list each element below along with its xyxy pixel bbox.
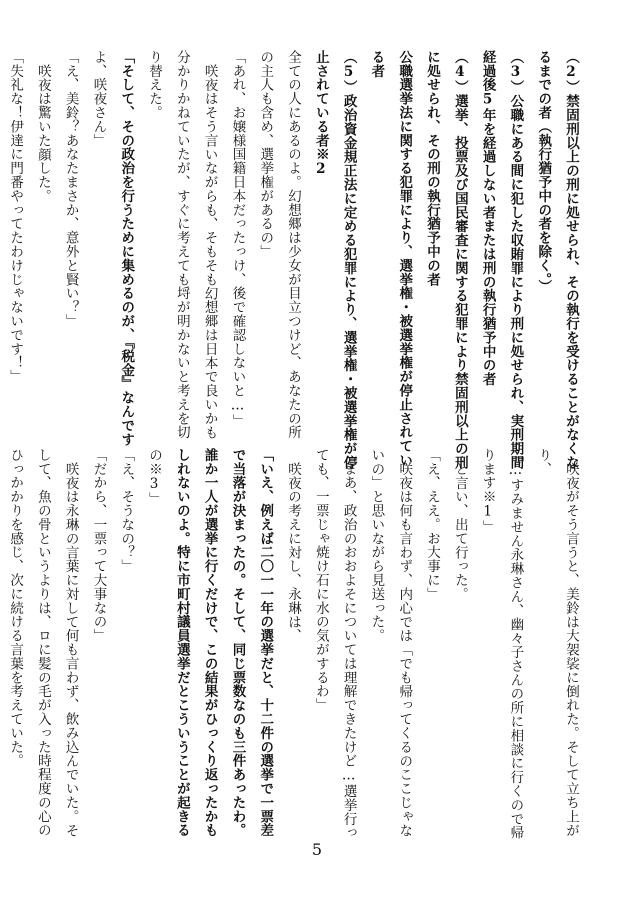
bottom-text-line: 咲夜は永琳の言葉に対して何も言わず、飲み込んでいた。そ (62, 461, 79, 837)
top-text-line: 全ての人にあるのよ。幻想郷は少女が目立つけど、あなたの所 (285, 50, 302, 440)
top-text-line: 「失礼な！伊達に門番やってたわけじゃないです！」 (7, 50, 24, 384)
bottom-text-line: で当落が決まったの。そして、同じ票数なのも三件あったわ。 (229, 448, 246, 838)
bottom-text-line: して、魚の骨というよりは、ロに髪の毛が入った時程度の心の (34, 448, 51, 838)
top-text-line: 経過後5年を経過しない者または刑の執行猶予中の者 (479, 50, 496, 387)
bottom-text-line: いの」と思いながら見送った。 (368, 448, 385, 643)
bottom-text-block (7, 448, 584, 840)
bottom-text-line: 誰か一人が選挙に行くだけで、この結果がひっくり返ったかも (201, 448, 218, 838)
top-text-line: に処せられ、その刑の執行猶予中の者 (424, 50, 441, 287)
top-text-line: （5）政治資金規正法に定める犯罪により、選挙権・被選挙権が停 (340, 50, 357, 470)
bottom-text-line: 「…すみません永琳さん、幽々子さんの所に相談に行くので帰 (507, 448, 524, 840)
bottom-text-line: しれないのよ。特に市町村議員選挙だとこういうことが起きる (173, 448, 190, 838)
top-text-line: 公職選挙法に関する犯罪により、選挙権・被選挙権が停止されてい (396, 50, 413, 467)
top-text-line: 「あれ、お嬢様国籍日本だったっけ、後で確認しないと…」 (229, 50, 246, 428)
bottom-text-line: の※3」 (146, 448, 163, 507)
top-text-line: 「そして、その政治を行うために集めるのが、『税金』なんです (118, 50, 135, 447)
top-text-line: 「え、美鈴？あなたまさか、意外と賢い？」 (62, 50, 79, 328)
top-text-line: の主人も含め、選挙権があるの」 (257, 50, 274, 259)
bottom-text-line: 「まあ、政治のおおよそについては理解できたけど…選挙行っ (340, 448, 357, 840)
bottom-text-line: と言い、出て行った。 (451, 461, 468, 601)
top-text-line: （2）禁固刑以上の刑に処せられ、その執行を受けることがなくな (563, 50, 579, 470)
bottom-text-line: 「だから、一票って大事なの」 (90, 448, 107, 643)
top-text-line: 止されている者※2 (312, 50, 329, 178)
top-text-line: るまでの者（執行猶予中の者を除く。） (535, 50, 552, 294)
bottom-text-line: 「え、ええ。お大事に」 (424, 448, 441, 601)
bottom-text-line: り、 (535, 448, 552, 476)
bottom-text-line: 「え、そうなの？」 (118, 448, 135, 574)
top-text-block (7, 50, 584, 470)
bottom-text-line: 咲夜の考えに対し、永琳は、 (285, 461, 302, 643)
top-text-line: よ、咲夜さん」 (90, 50, 107, 148)
bottom-text-line: 咲夜は何も言わず、内心では「でも帰ってくるのここじゃな (396, 461, 413, 837)
bottom-text-line: 咲夜がそう言うと、美鈴は大袈裟に倒れた。そして立ち上が (563, 461, 579, 837)
top-text-line: （4）選挙、投票及び国民審査に関する犯罪により禁固刑以上の刑 (451, 50, 468, 470)
top-text-line: 咲夜はそう言いながらも、そもそも幻想郷は日本で良いかも (201, 63, 218, 439)
bottom-text-line: ります※1」 (479, 448, 496, 534)
bottom-text-line: ひっかかりを感じ、次に続ける言葉を考えていた。 (7, 448, 24, 768)
page-number: 5 (311, 840, 323, 859)
bottom-text-line: ても、一票じゃ焼け石に水の気がするわ」 (312, 448, 329, 713)
top-text-line: 咲夜は驚いた顔した。 (34, 63, 51, 203)
top-text-line: 分かりかねていたが、すぐに考えても埒が明かないと考えを切 (173, 50, 190, 440)
top-text-line: （3）公職にある間に犯した収賄罪により刑に処せられ、実刑期間 (507, 50, 524, 470)
top-text-line: る者 (368, 50, 385, 78)
bottom-text-line: 「いえ、例えば二〇一一年の選挙だと、十二件の選挙で一票差 (257, 448, 274, 838)
top-text-line: り替えた。 (146, 50, 163, 120)
